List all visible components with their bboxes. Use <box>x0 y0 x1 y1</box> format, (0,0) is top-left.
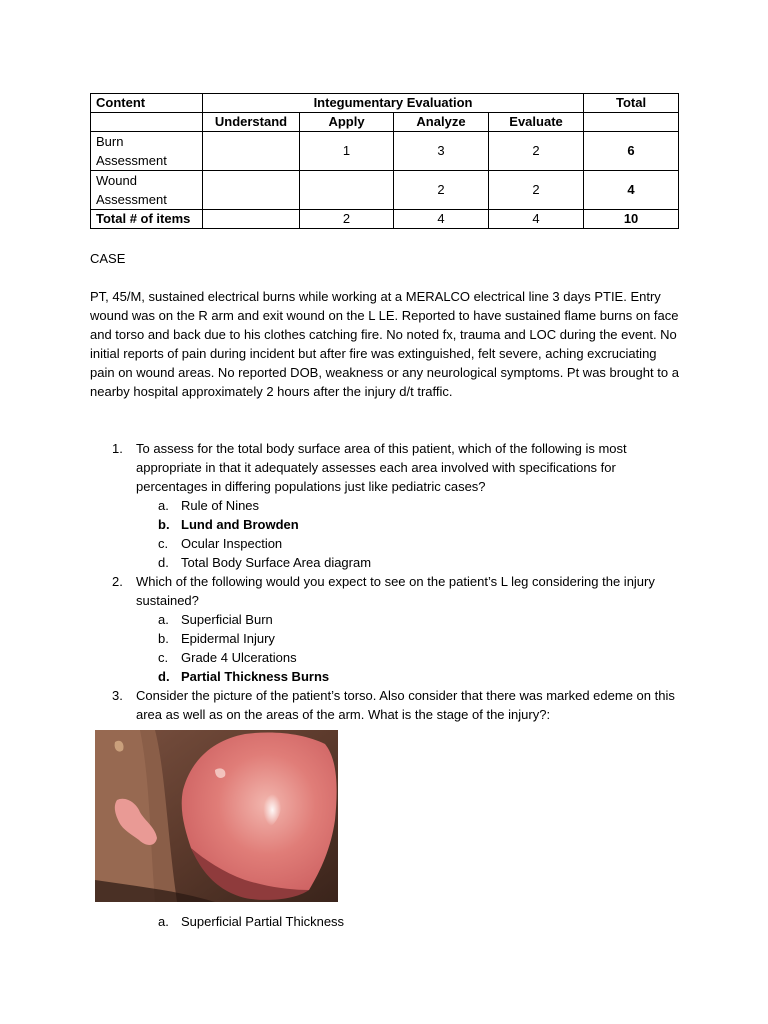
header-content: Content <box>91 94 203 113</box>
cell-total: 6 <box>584 132 679 171</box>
row-label: Burn Assessment <box>91 132 203 171</box>
option-c: c. Ocular Inspection <box>158 536 283 551</box>
option-d: d. Total Body Surface Area diagram <box>158 555 372 570</box>
subheader-analyze: Analyze <box>394 113 489 132</box>
option-c: c. Grade 4 Ulcerations <box>158 650 297 665</box>
option-d-answer: d. Partial Thickness Burns <box>158 669 330 684</box>
option-b-answer: b. Lund and Browden <box>158 517 299 532</box>
question-text: Consider the picture of the patient’s torso. Also consider that there was marked edeme on this area as well as on the areas of the arm. What is the stage of the injury?: <box>136 688 675 722</box>
table-totals-row <box>91 210 679 229</box>
cell-analyze: 3 <box>394 132 489 171</box>
table-row <box>91 171 679 210</box>
option-a: a. Superficial Burn <box>158 612 273 627</box>
question-3-options <box>136 912 636 931</box>
header-integumentary-evaluation: Integumentary Evaluation <box>203 94 584 113</box>
cell-analyze: 2 <box>394 171 489 210</box>
question-text: To assess for the total body surface area of this patient, which of the following is most appropriate in that it adequately assesses each area involved with specifications for percentages in differing populations just like pediatric cases? <box>136 441 627 494</box>
question-2 <box>90 572 680 686</box>
case-description: PT, 45/M, sustained electrical burns while working at a MERALCO electrical line 3 days PTIE. Entry wound was on the R arm and exit wound on the L LE. Reported to have sustained flame burns on face and torso and back due to his clothes catching fire. No noted fx, trauma and LOC during the event. No initial reports of pain during incident but after fire was extinguished, felt severe, aching excruciating pain on wound areas. No reported DOB, weakness or any neurological symptoms. Pt was brought to a nearby hospital approximately 2 hours after the injury d/t traffic. <box>90 289 679 399</box>
header-total: Total <box>584 94 679 113</box>
cell-understand <box>203 171 300 210</box>
question-number: 3. <box>112 688 123 703</box>
total-analyze: 4 <box>394 210 489 229</box>
totals-label: Total # of items <box>91 210 203 229</box>
total-evaluate: 4 <box>489 210 584 229</box>
table-header-row <box>91 94 679 113</box>
cell-apply <box>300 171 394 210</box>
question-3 <box>90 686 680 724</box>
cell-total: 4 <box>584 171 679 210</box>
total-understand <box>203 210 300 229</box>
option-b: b. Epidermal Injury <box>158 631 275 646</box>
option-list <box>136 610 680 686</box>
table-row <box>91 132 679 171</box>
question-list <box>90 439 680 724</box>
question-1 <box>90 439 680 572</box>
grand-total: 10 <box>584 210 679 229</box>
option-a: a. Rule of Nines <box>158 498 260 513</box>
case-heading: CASE <box>90 251 126 266</box>
subheader-evaluate: Evaluate <box>489 113 584 132</box>
subheader-apply: Apply <box>300 113 394 132</box>
row-label: Wound Assessment <box>91 171 203 210</box>
option-list <box>136 496 680 572</box>
table-subheader-row <box>91 113 679 132</box>
subheader-understand: Understand <box>203 113 300 132</box>
question-text: Which of the following would you expect to see on the patient’s L leg considering the injury sustained? <box>136 574 655 608</box>
question-number: 2. <box>112 574 123 589</box>
option-a: a. Superficial Partial Thickness <box>158 914 345 929</box>
torso-burn-photo <box>95 730 338 902</box>
cell-apply: 1 <box>300 132 394 171</box>
cell-evaluate: 2 <box>489 171 584 210</box>
total-apply: 2 <box>300 210 394 229</box>
table-of-specifications <box>90 93 679 229</box>
cell-understand <box>203 132 300 171</box>
question-number: 1. <box>112 441 123 456</box>
cell-evaluate: 2 <box>489 132 584 171</box>
